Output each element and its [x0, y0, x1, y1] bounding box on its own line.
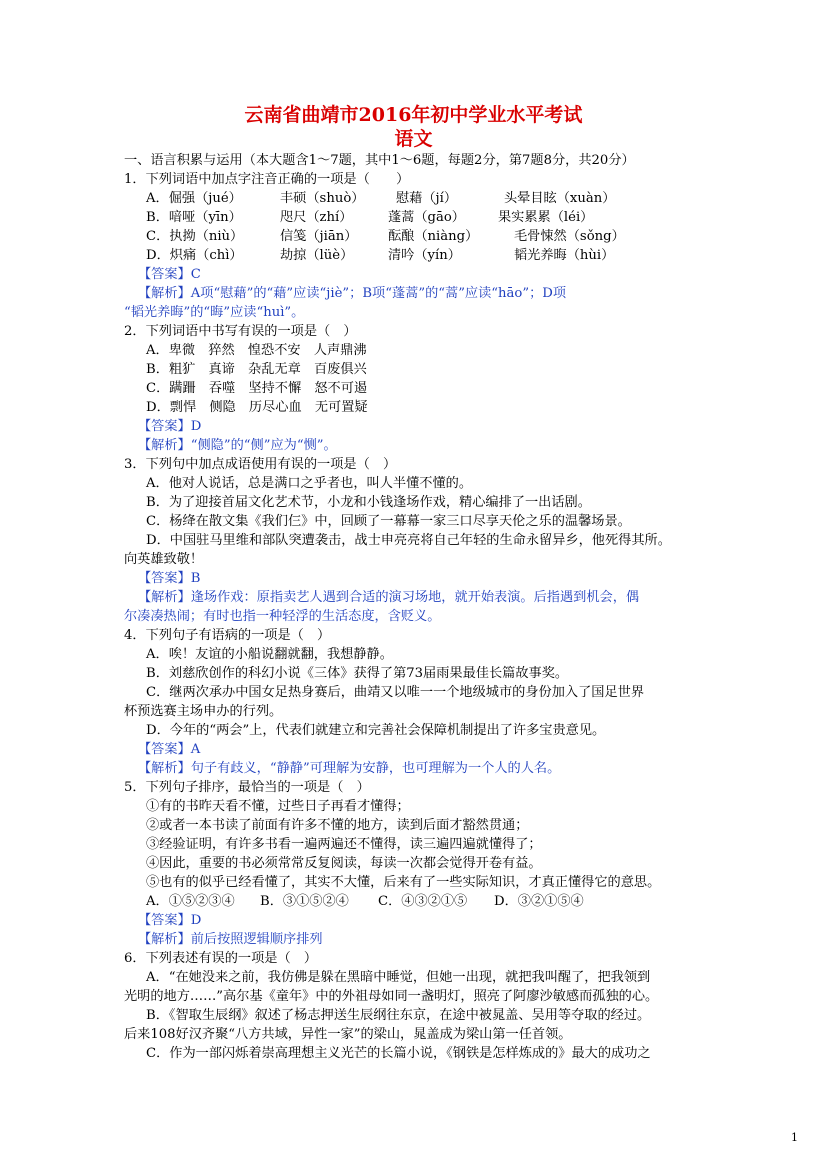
q2-answer: 【答案】D	[138, 419, 202, 434]
q4-option-d: D．今年的“两会”上，代表们就建立和完善社会保障机制提出了许多宝贵意见。	[146, 723, 606, 738]
q3-option-d-cont: 向英雄致敬！	[124, 552, 204, 567]
q1-option-a: A．倔强（jué） 丰硕（shuò） 慰藉（jí） 头晕目眩（xuàn）	[146, 191, 616, 206]
q6-option-a-cont: 光明的地方……”高尔基《童年》中的外祖母如同一盏明灯，照亮了阿廖沙敏感而孤独的心。	[124, 989, 659, 1004]
q2-stem: 2．下列词语中书写有误的一项是（ ）	[124, 324, 357, 339]
exam-title: 云南省曲靖市2016年初中学业水平考试	[244, 104, 583, 126]
q2-analysis: 【解析】“侧隐”的“侧”应为“恻”。	[138, 438, 337, 453]
q1-option-b: B．喑哑（yīn） 咫尺（zhí） 蓬蒿（gāo） 果实累累（léi）	[146, 210, 594, 225]
q1-stem: 1．下列词语中加点字注音正确的一项是（ ）	[124, 172, 410, 187]
q3-option-a: A．他对人说话，总是满口之乎者也，叫人半懂不懂的。	[146, 476, 473, 491]
q2-option-c: C．蹒跚 吞噬 坚持不懈 怒不可遏	[146, 381, 368, 396]
q5-sentence-1: ①有的书昨天看不懂，过些日子再看才懂得；	[146, 799, 410, 814]
q6-option-b: B．《智取生辰纲》叙述了杨志押送生辰纲往东京，在途中被晁盖、吴用等夺取的经过。	[146, 1008, 651, 1023]
q3-option-c: C．杨绛在散文集《我们仨》中，回顾了一幕幕一家三口尽享天伦之乐的温馨场景。	[146, 514, 631, 529]
q5-sentence-5: ⑤也有的似乎已经看懂了，其实不大懂，后来有了一些实际知识，才真正懂得它的意思。	[146, 875, 661, 890]
q1-analysis-cont: “韬光养晦”的“晦”应读“huì”。	[124, 305, 305, 320]
q5-analysis: 【解析】前后按照逻辑顺序排列	[138, 932, 323, 947]
q5-sentence-3: ③经验证明，有许多书看一遍两遍还不懂得，读三遍四遍就懂得了；	[146, 837, 542, 852]
section-heading: 一、语言积累与运用（本大题含1～7题，其中1～6题，每题2分，第7题8分，共20分）	[124, 153, 635, 168]
q5-options: A．①⑤②③④ B．③①⑤②④ C．④③②①⑤ D．③②①⑤④	[146, 894, 584, 909]
q4-option-c-cont: 杯预选赛主场申办的行列。	[124, 704, 283, 719]
q5-sentence-4: ④因此，重要的书必须常常反复阅读，每读一次都会觉得开卷有益。	[146, 856, 542, 871]
q3-analysis-cont: 尔凑凑热闹；有时也指一种轻浮的生活态度，含贬义。	[124, 609, 441, 624]
q2-option-d: D．剽悍 侧隐 历尽心血 无可置疑	[146, 400, 368, 415]
q1-option-c: C．执拗（niù） 信笺（jiān） 酝酿（niàng） 毛骨悚然（sǒng）	[146, 229, 625, 244]
q3-stem: 3．下列句中加点成语使用有误的一项是（ ）	[124, 457, 397, 472]
q3-analysis: 【解析】逢场作戏：原指卖艺人遇到合适的演习场地，就开始表演。后指遇到机会，偶	[138, 590, 640, 605]
q4-stem: 4．下列句子有语病的一项是（ ）	[124, 628, 331, 643]
q4-answer: 【答案】A	[138, 742, 201, 757]
q4-option-a: A．唉！友谊的小船说翻就翻，我想静静。	[146, 647, 393, 662]
q1-option-d: D．炽痛（chì） 劫掠（lüè） 清吟（yín） 韬光养晦（hùi）	[146, 248, 615, 263]
q3-option-b: B．为了迎接首届文化艺术节，小龙和小钱逢场作戏，精心编排了一出话剧。	[146, 495, 591, 510]
q6-option-a: A．“在她没来之前，我仿佛是躲在黑暗中睡觉，但她一出现，就把我叫醒了，把我领到	[146, 970, 651, 985]
q4-analysis: 【解析】句子有歧义，“静静”可理解为安静，也可理解为一个人的人名。	[138, 761, 561, 776]
q6-stem: 6．下列表述有误的一项是（ ）	[124, 951, 318, 966]
q4-option-c: C．继两次承办中国女足热身赛后，曲靖又以唯一一个地级城市的身份加入了国足世界	[146, 685, 645, 700]
q6-option-b-cont: 后来108好汉齐聚“八方共域，异性一家”的梁山，晁盖成为梁山第一任首领。	[124, 1027, 572, 1042]
exam-subject: 语文	[394, 128, 433, 150]
q3-option-d: D．中国驻马里维和部队突遭袭击，战士申亮亮将自己年轻的生命永留异乡，他死得其所。	[146, 533, 671, 548]
q5-answer: 【答案】D	[138, 913, 202, 928]
q6-option-c: C．作为一部闪烁着崇高理想主义光芒的长篇小说，《钢铁是怎样炼成的》最大的成功之	[146, 1046, 651, 1061]
q3-answer: 【答案】B	[138, 571, 201, 586]
page-number: 1	[791, 1131, 798, 1144]
q5-stem: 5．下列句子排序，最恰当的一项是（ ）	[124, 780, 370, 795]
q2-option-b: B．粗犷 真谛 杂乱无章 百废俱兴	[146, 362, 367, 377]
q2-option-a: A．卑微 猝然 惶恐不安 人声鼎沸	[146, 343, 367, 358]
q1-answer: 【答案】C	[138, 267, 201, 282]
q4-option-b: B．刘慈欣创作的科幻小说《三体》获得了第73届雨果最佳长篇故事奖。	[146, 666, 569, 681]
q5-sentence-2: ②或者一本书读了前面有许多不懂的地方，读到后面才豁然贯通；	[146, 818, 529, 833]
q1-analysis: 【解析】A项“慰藉”的“藉”应读“jiè”；B项“蓬蒿”的“蒿”应读“hāo”；D项	[138, 286, 567, 301]
